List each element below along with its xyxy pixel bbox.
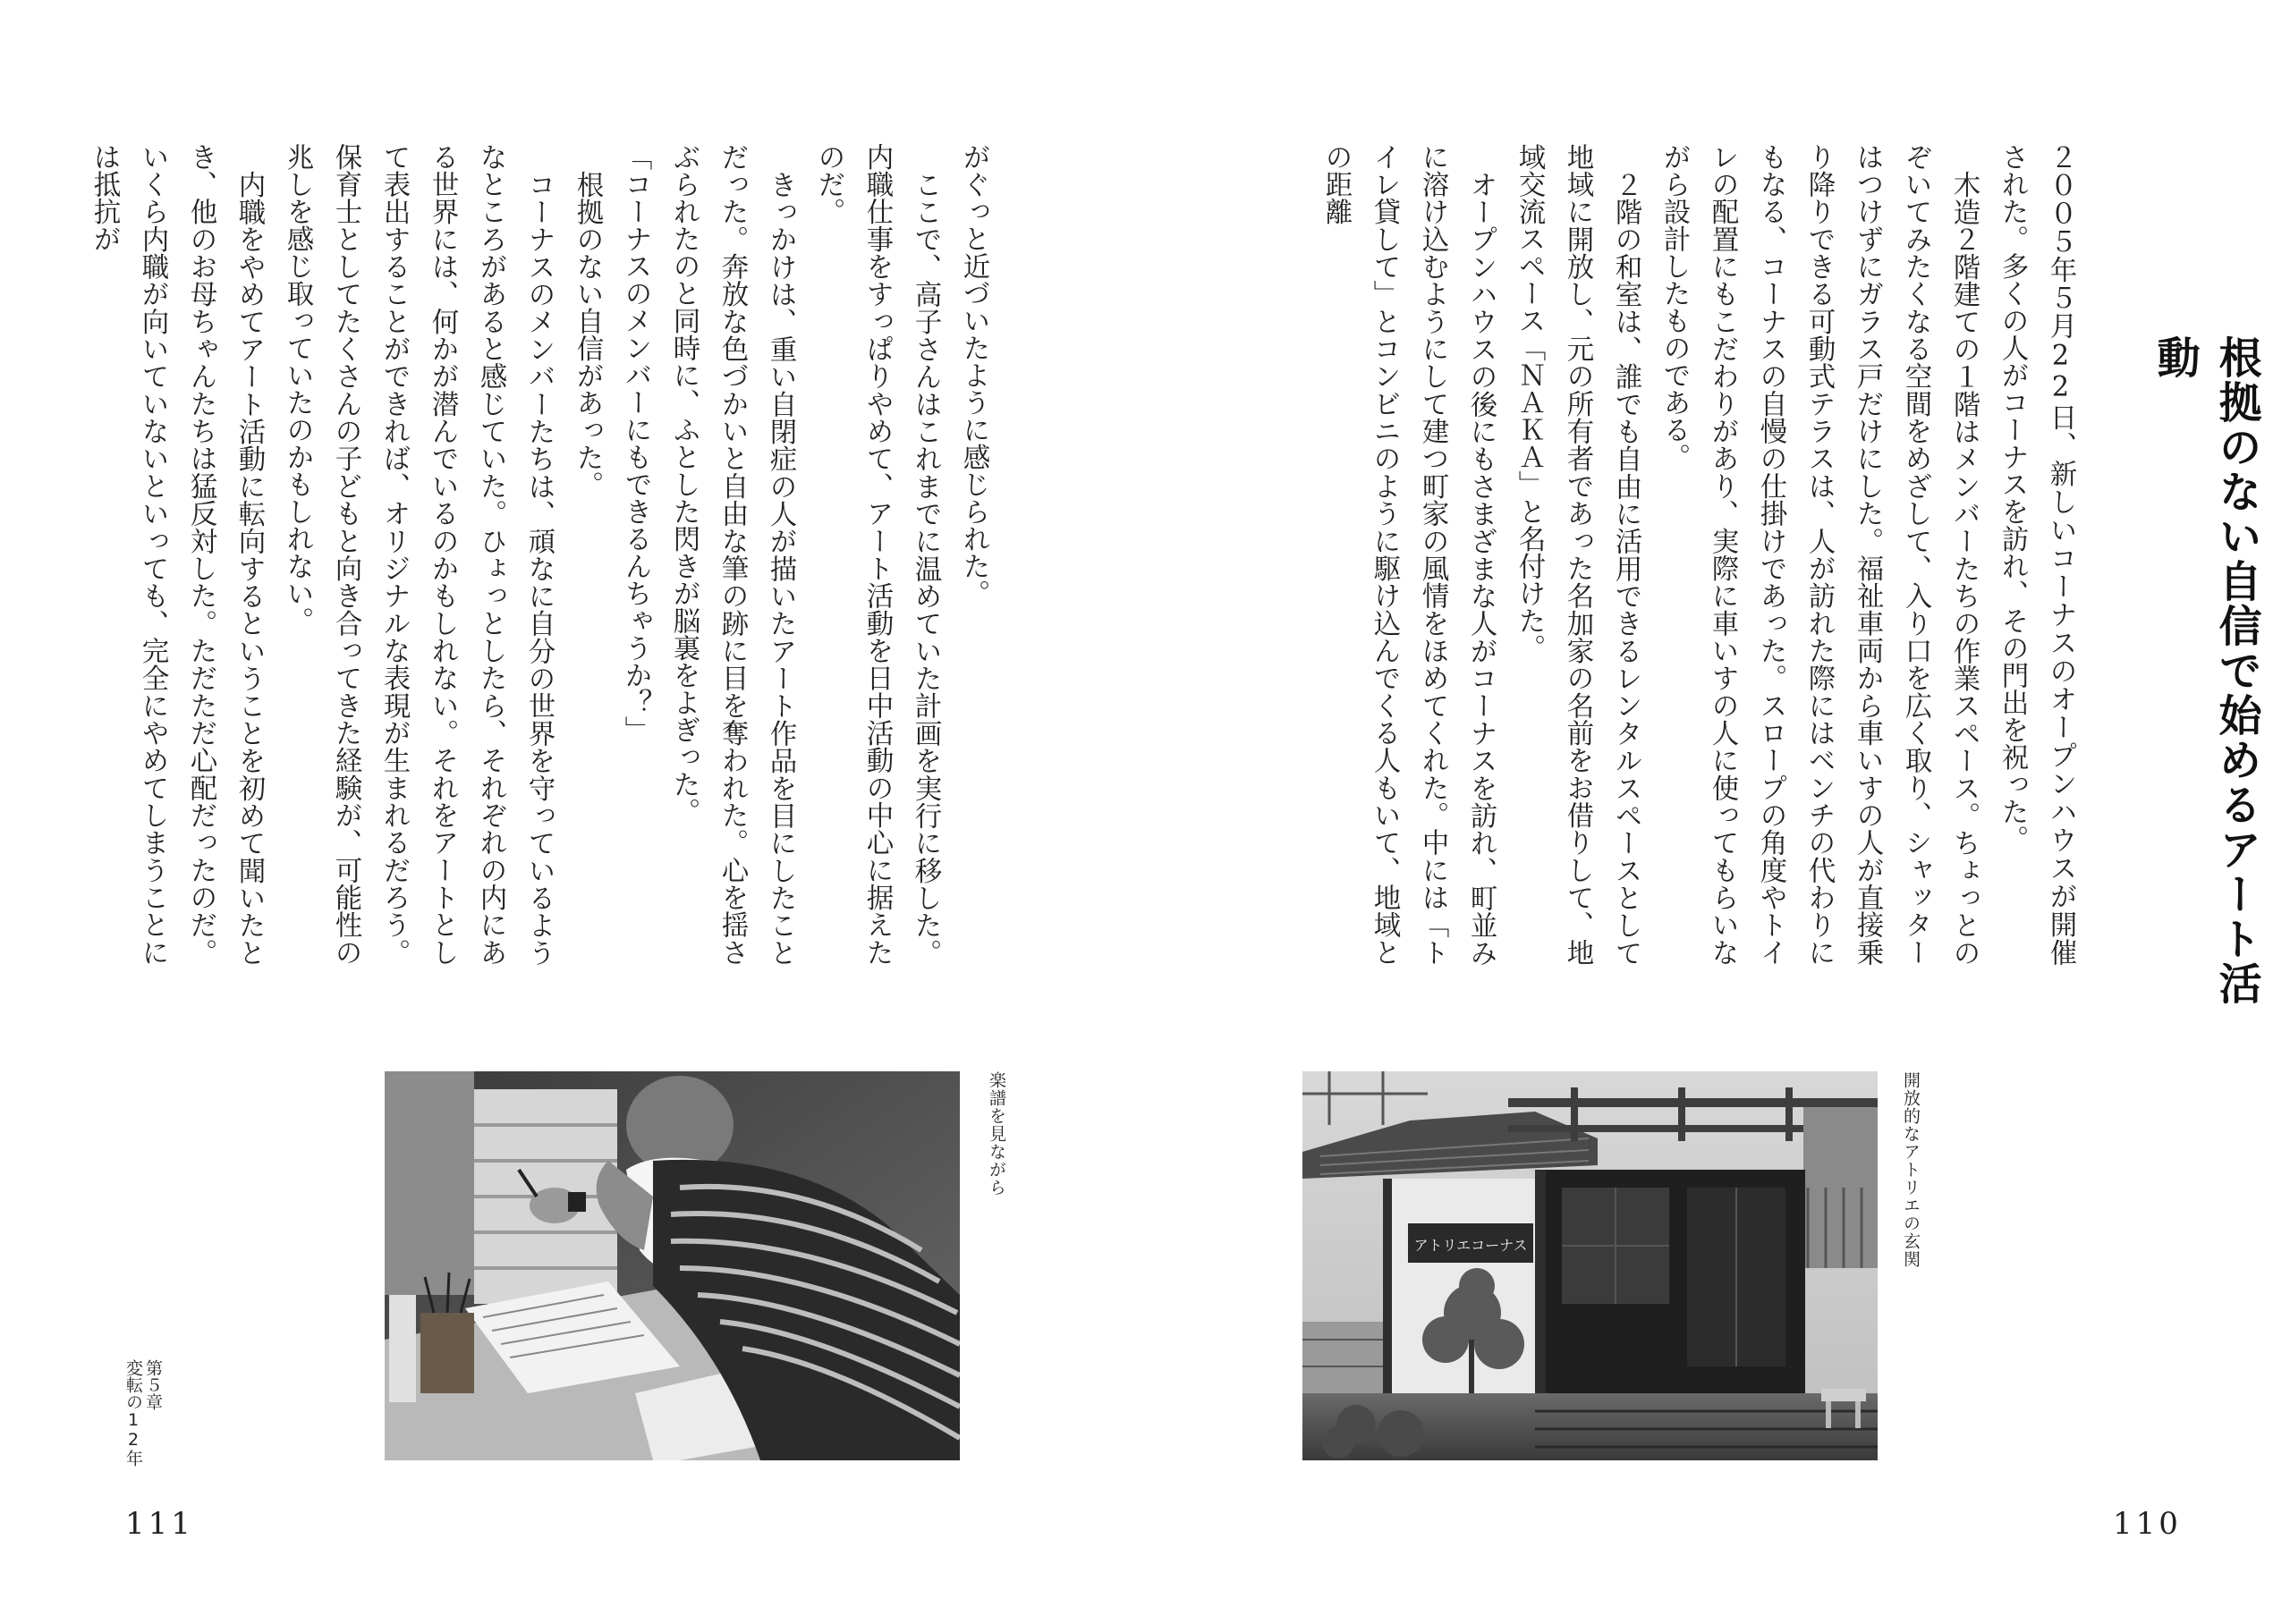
left-page-body <box>89 143 997 967</box>
chapter-number: 第５章 <box>143 1359 163 1410</box>
sign-text: アトリエコーナス <box>1413 1237 1528 1254</box>
photo-caption-right: 開放的なアトリエの玄関 <box>1901 1071 1921 1268</box>
right-page-body <box>1297 143 2084 966</box>
paragraph: きっかけは、重い自閉症の人が描いたアート作品を目にしたことだった。奔放な色づかいと自由な筆の跡に目を奪われた。心を揺さぶられたのと同時に、ふとした閃きが脳裏をよぎった。 <box>668 143 796 967</box>
page-number-left: 111 <box>125 1506 194 1542</box>
page-number-right: 110 <box>2113 1506 2182 1542</box>
paragraph: がぐっと近づいたように感じられた。 <box>958 143 989 607</box>
paragraph: 根拠のない自信があった。 <box>572 170 603 498</box>
paragraph: オープンハウスの後にもさまざまな人がコーナスを訪れ、町並みに溶け込むようにして建つ町家の風情をほめてくれた。中には「トイレ貸して」とコンビニのように駆け込んでくる人もいて、地域との距離 <box>1320 143 1497 967</box>
man-writing-music-photo <box>385 1071 960 1460</box>
paragraph: ２００５年５月22日、新しいコーナスのオープンハウスが開催された。多くの人がコーナスを訪れ、その門出を祝った。 <box>1997 143 2076 966</box>
paragraph: ２階の和室は、誰でも自由に活用できるレンタルスペースとして地域に開放し、元の所有者であった名加家の名前をお借りして、地域交流スペース「ＮＡＫＡ」と名付けた。 <box>1514 143 1641 966</box>
paragraph: コーナスのメンバーたちは、頑なに自分の世界を守っているようなところがあると感じていた。ひょっとしたら、それぞれの内にある世界には、何かが潜んでいるのかもしれない。それをアートとして表出することができれば、オリジナルな表現が生まれるだろう。保育士としてたくさんの子どもと向き合ってきた経験が、可能性の兆しを感じ取っていたのかもしれない。 <box>282 143 555 967</box>
atelier-entrance-photo <box>1302 1071 1878 1460</box>
paragraph: ここで、高子さんはこれまでに温めていた計画を実行に移した。内職仕事をすっぱりやめて、アート活動を日中活動の中心に据えたのだ。 <box>813 143 941 967</box>
chapter-title: 変転の12年 <box>123 1359 143 1467</box>
chapter-label <box>123 1359 163 1484</box>
paragraph: 内職をやめてアート活動に転向するということを初めて聞いたとき、他のお母ちゃんたちは猛反対した。ただただ心配だったのだ。いくら内職が向いていないといっても、完全にやめてしまうことには抵抗が <box>89 143 265 966</box>
quote-paragraph: 「コーナスのメンバーにもできるんちゃうか？」 <box>620 143 651 743</box>
photo-caption-left: 楽譜を見ながら <box>987 1071 1006 1197</box>
section-heading: 根拠のない自信で始めるアート活動 <box>2150 335 2262 1006</box>
paragraph: 木造２階建ての１階はメンバーたちの作業スペース。ちょっとのぞいてみたくなる空間をめざして、入り口を広く取り、シャッターはつけずにガラス戸だけにした。福祉車両から車いすの人が直接乗り降りできる可動式テラスは、人が訪れた際にはベンチの代わりにもなる、コーナスの自慢の仕掛けであった。スロープの角度やトイレの配置にもこだわりがあり、実際に車いすの人に使ってもらいながら設計したものである。 <box>1658 143 1980 967</box>
